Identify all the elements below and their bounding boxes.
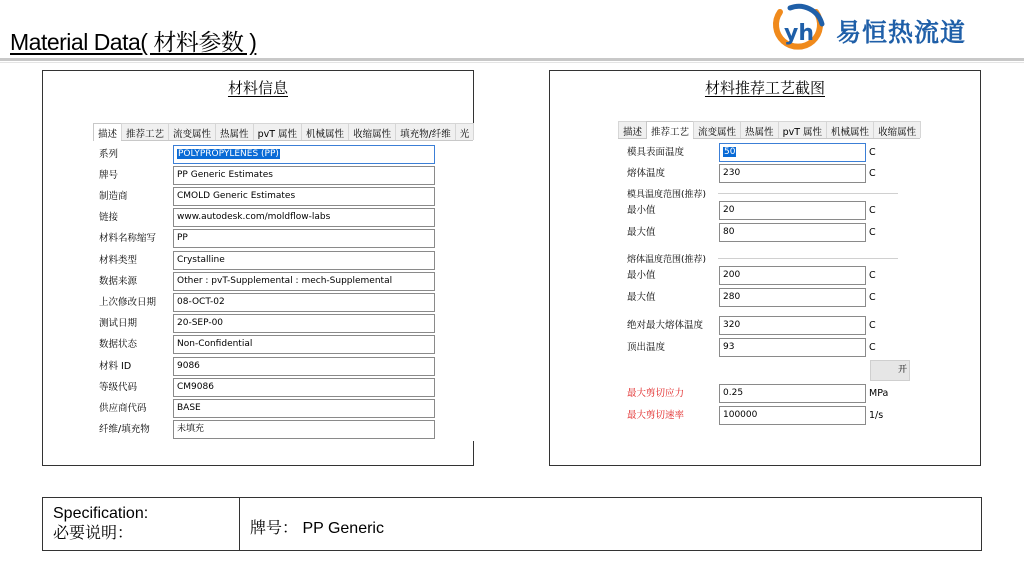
test-date-field[interactable]: 20-SEP-00 <box>173 314 435 333</box>
mold-range-group-line <box>718 193 898 194</box>
last-modified-field[interactable]: 08-OCT-02 <box>173 293 435 312</box>
max-shear-stress-unit: MPa <box>869 388 889 399</box>
family-value: POLYPROPYLENES (PP) <box>178 149 279 159</box>
abbreviation-label: 材料名称缩写 <box>99 233 157 244</box>
mold-surface-temp-field[interactable] <box>719 143 866 162</box>
melt-min-unit: C <box>869 270 876 281</box>
max-shear-rate-unit: 1/s <box>869 410 884 421</box>
abs-max-melt-field[interactable]: 320 <box>719 316 866 335</box>
grade-field[interactable]: PP Generic Estimates <box>173 166 435 185</box>
tab-shrinkage[interactable]: 收缩属性 <box>873 121 921 138</box>
max-shear-stress-field[interactable]: 0.25 <box>719 384 866 403</box>
manufacturer-field[interactable]: CMOLD Generic Estimates <box>173 187 435 206</box>
melt-min-label: 最小值 <box>627 270 656 281</box>
manufacturer-label: 制造商 <box>99 191 128 202</box>
title-divider <box>0 58 1024 61</box>
melt-range-group-label: 熔体温度范围(推荐) <box>627 255 707 265</box>
supplier-code-field[interactable]: BASE <box>173 399 435 418</box>
melt-temp-label: 熔体温度 <box>627 168 666 179</box>
field-row-last-modified <box>93 293 474 313</box>
specification-value: 牌号： PP Generic <box>250 520 384 537</box>
grade-label: 牌号 <box>99 170 119 181</box>
field-row-test-date <box>93 314 474 334</box>
grade-code-field[interactable]: CM9086 <box>173 378 435 397</box>
material-info-heading: 材料信息 <box>227 79 288 97</box>
tab-recommended-process[interactable]: 推荐工艺 <box>121 123 169 140</box>
tab-description[interactable]: 描述 <box>93 123 122 141</box>
tab-filler-fiber[interactable]: 填充物/纤维 <box>395 123 456 140</box>
mold-min-label: 最小值 <box>627 205 656 216</box>
ejection-temp-field[interactable]: 93 <box>719 338 866 357</box>
melt-max-label: 最大值 <box>627 292 656 303</box>
field-row-supplier-code <box>93 399 474 419</box>
field-row-grade <box>93 166 474 186</box>
tab-mechanical[interactable]: 机械属性 <box>301 123 349 140</box>
mold-min-unit: C <box>869 205 876 216</box>
material-info-panel <box>42 70 474 466</box>
tab-mechanical[interactable]: 机械属性 <box>826 121 874 138</box>
mold-surface-temp-label: 模具表面温度 <box>627 147 685 158</box>
tab-pvt[interactable]: pvT 属性 <box>778 121 827 138</box>
field-row-data-source <box>93 272 474 292</box>
tab-thermal[interactable]: 热属性 <box>215 123 254 140</box>
max-shear-rate-label: 最大剪切速率 <box>627 410 685 421</box>
melt-temp-field[interactable]: 230 <box>719 164 866 183</box>
logo-text: 易恒热流道 <box>836 18 967 47</box>
mold-range-group-label: 模具温度范围(推荐) <box>627 190 707 200</box>
abs-max-melt-label: 绝对最大熔体温度 <box>627 320 704 331</box>
tab-pvt[interactable]: pvT 属性 <box>253 123 302 140</box>
title-divider-shadow <box>0 62 1024 63</box>
grade-code-label: 等级代码 <box>99 382 138 393</box>
mold-surface-temp-unit: C <box>869 147 876 158</box>
tab-shrinkage[interactable]: 收缩属性 <box>348 123 396 140</box>
family-label: 系列 <box>99 149 119 160</box>
specification-label: Specification: 必要说明： <box>53 505 149 542</box>
recommended-process-heading: 材料推荐工艺截图 <box>704 79 825 97</box>
family-field[interactable] <box>173 145 435 164</box>
max-shear-stress-label: 最大剪切应力 <box>627 388 685 399</box>
company-logo <box>770 4 1020 56</box>
field-row-family <box>93 145 474 165</box>
fiber-filler-field[interactable]: 未填充 <box>173 420 435 439</box>
material-id-field[interactable]: 9086 <box>173 357 435 376</box>
field-row-grade-code <box>93 378 474 398</box>
melt-temp-unit: C <box>869 168 876 179</box>
field-row-abbreviation <box>93 229 474 249</box>
last-modified-label: 上次修改日期 <box>99 297 157 308</box>
tab-optical[interactable]: 光 <box>455 123 475 140</box>
abbreviation-field[interactable]: PP <box>173 229 435 248</box>
material-tabs <box>93 123 473 141</box>
data-status-label: 数据状态 <box>99 339 138 350</box>
material-type-field[interactable]: Crystalline <box>173 251 435 270</box>
tab-rheological[interactable]: 流变属性 <box>693 121 741 138</box>
field-row-link <box>93 208 474 228</box>
slide-title: Material Data( 材料参数 ) <box>10 29 257 55</box>
link-field[interactable]: www.autodesk.com/moldflow-labs <box>173 208 435 227</box>
data-source-field[interactable]: Other : pvT-Supplemental : mech-Supplemental <box>173 272 435 291</box>
supplier-code-label: 供应商代码 <box>99 403 147 414</box>
tab-thermal[interactable]: 热属性 <box>740 121 779 138</box>
truncated-action-button[interactable]: 开 <box>870 360 910 381</box>
recommended-process-screenshot <box>618 121 917 427</box>
material-id-label: 材料 ID <box>99 361 132 372</box>
melt-max-field[interactable]: 280 <box>719 288 866 307</box>
material-type-label: 材料类型 <box>99 255 138 266</box>
field-row-fiber-filler <box>93 420 474 440</box>
mold-max-unit: C <box>869 227 876 238</box>
tab-recommended-process[interactable]: 推荐工艺 <box>646 121 694 139</box>
melt-range-group-line <box>718 258 898 259</box>
mold-min-field[interactable]: 20 <box>719 201 866 220</box>
data-source-label: 数据来源 <box>99 276 138 287</box>
link-label: 链接 <box>99 212 119 223</box>
mold-max-field[interactable]: 80 <box>719 223 866 242</box>
ejection-temp-unit: C <box>869 342 876 353</box>
test-date-label: 测试日期 <box>99 318 138 329</box>
field-row-manufacturer <box>93 187 474 207</box>
specification-divider <box>239 498 240 550</box>
field-row-data-status <box>93 335 474 355</box>
data-status-field[interactable]: Non-Confidential <box>173 335 435 354</box>
ejection-temp-label: 顶出温度 <box>627 342 666 353</box>
mold-surface-temp-value: 50 <box>724 147 736 157</box>
field-row-material-id <box>93 357 474 377</box>
tab-rheological[interactable]: 流变属性 <box>168 123 216 140</box>
logo-mark-text: yh <box>784 21 815 46</box>
max-shear-rate-field[interactable]: 100000 <box>719 406 866 425</box>
abs-max-melt-unit: C <box>869 320 876 331</box>
field-row-material-type <box>93 251 474 271</box>
specification-table <box>42 497 982 551</box>
melt-min-field[interactable]: 200 <box>719 266 866 285</box>
melt-max-unit: C <box>869 292 876 303</box>
fiber-filler-label: 纤维/填充物 <box>99 424 150 435</box>
logo-mark-icon <box>770 4 826 56</box>
process-tabs <box>618 121 920 139</box>
material-description-screenshot <box>93 123 474 441</box>
recommended-process-panel <box>549 70 981 466</box>
mold-max-label: 最大值 <box>627 227 656 238</box>
tab-description[interactable]: 描述 <box>618 121 647 138</box>
